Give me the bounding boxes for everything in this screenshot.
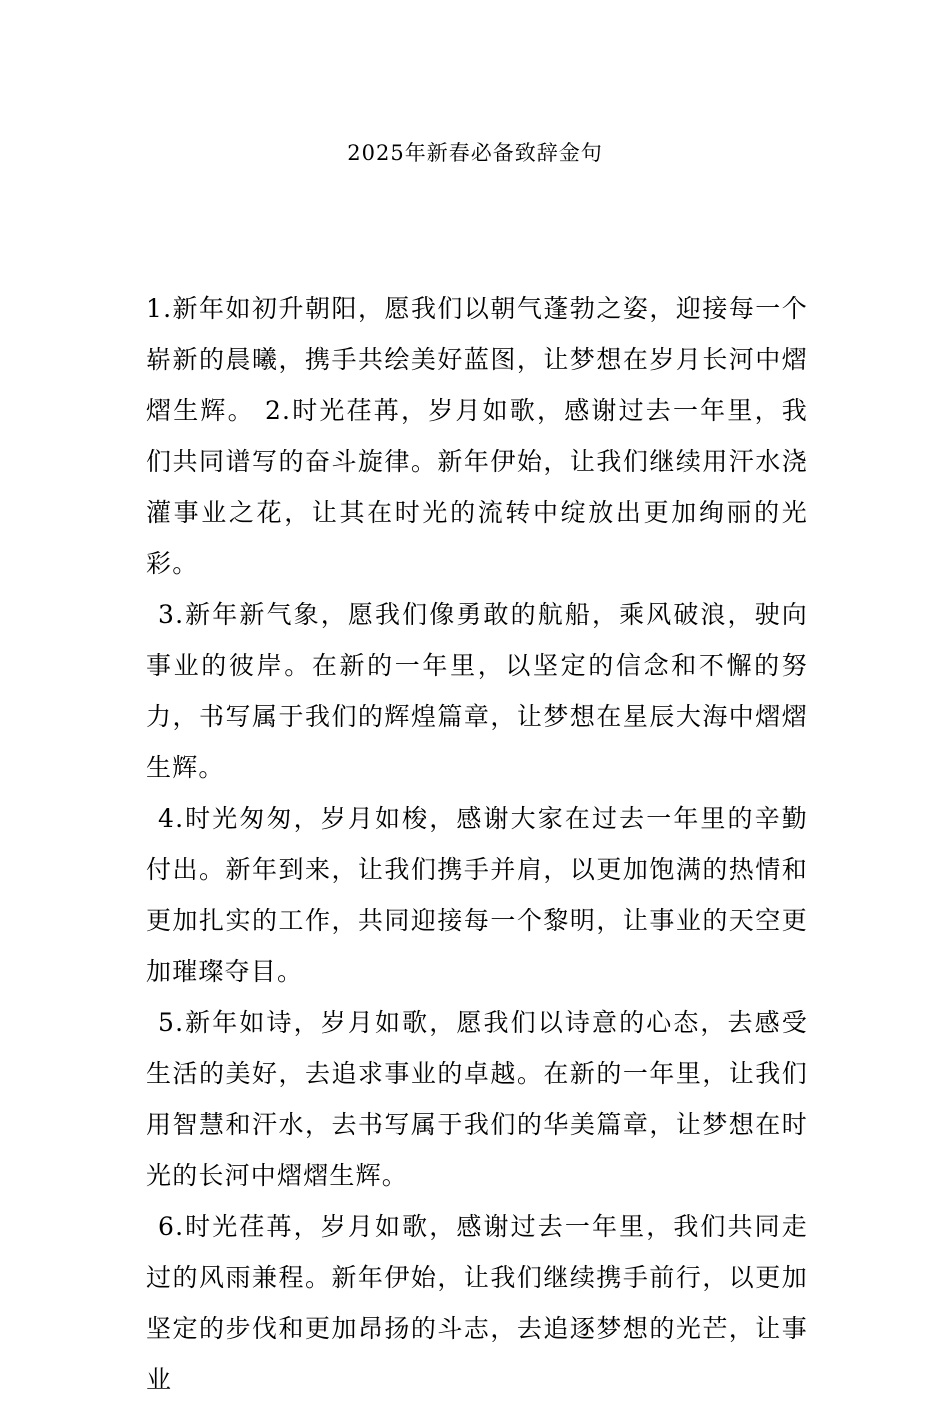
paragraph-4: 4.时光匆匆，岁月如梭，感谢大家在过去一年里的辛勤付出。新年到来，让我们携手并肩，以更加饱满的热情和更加扎实的工作，共同迎接每一个黎明，让事业的天空更加璀璨夺目。 [146, 804, 808, 986]
paragraph-6: 6.时光荏苒，岁月如歌，感谢过去一年里，我们共同走过的风雨兼程。新年伊始，让我们继续携手前行，以更加坚定的步伐和更加昂扬的斗志，去追逐梦想的光芒，让事业 [146, 1212, 808, 1394]
paragraph-3: 3.新年新气象，愿我们像勇敢的航船，乘风破浪，驶向事业的彼岸。在新的一年里，以坚定的信念和不懈的努力，书写属于我们的辉煌篇章，让梦想在星辰大海中熠熠生辉。 [146, 600, 808, 782]
document-body [146, 283, 808, 1405]
document-title: 2025年新春必备致辞金句 [347, 141, 603, 165]
paragraph-5: 5.新年如诗，岁月如歌，愿我们以诗意的心态，去感受生活的美好，去追求事业的卓越。在新的一年里，让我们用智慧和汗水，去书写属于我们的华美篇章，让梦想在时光的长河中熠熠生辉。 [146, 1008, 808, 1190]
paragraph-1: 1.新年如初升朝阳，愿我们以朝气蓬勃之姿，迎接每一个崭新的晨曦，携手共绘美好蓝图，让梦想在岁月长河中熠熠生辉。 2.时光荏苒，岁月如歌，感谢过去一年里，我们共同谱写的奋斗旋律。新年伊始，让我们继续用汗水浇灌事业之花，让其在时光的流转中绽放出更加绚丽的光彩。 [146, 294, 808, 578]
